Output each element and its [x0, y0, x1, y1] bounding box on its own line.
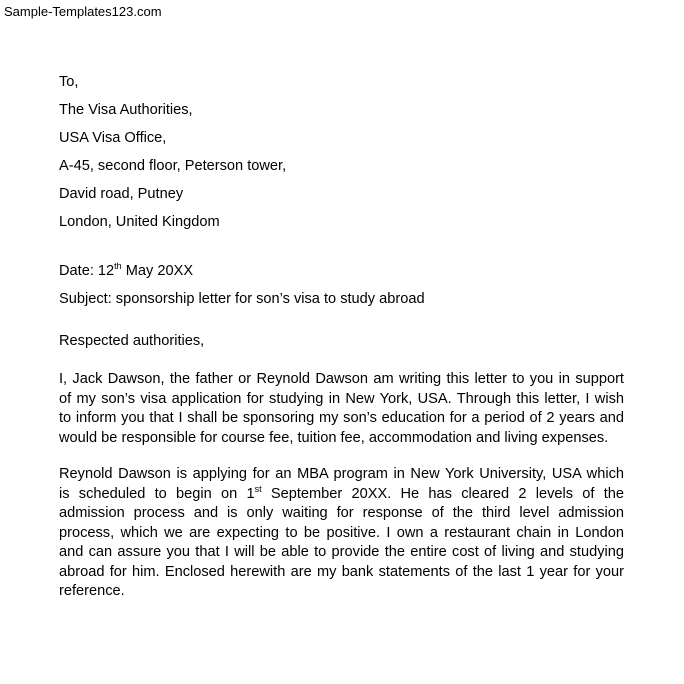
paragraph-line-text: of my son’s visa application for studying in New York, USA. Through this letter, I wish [59, 390, 624, 407]
paragraph-line [59, 390, 624, 410]
letter-body [59, 72, 624, 602]
paragraph-line [59, 370, 624, 390]
paragraph-intro [59, 370, 624, 448]
paragraph-line-text: Reynold Dawson is applying for an MBA program in New York University, USA which [59, 466, 624, 482]
paragraph-line-text: reference. [59, 583, 125, 599]
date-rest: May 20XX [121, 263, 194, 279]
recipient-address [59, 72, 624, 240]
address-line-city: London, United Kingdom [59, 214, 220, 230]
paragraph-line [59, 582, 624, 602]
ordinal-suffix: st [254, 483, 262, 494]
address-line-street: David road, Putney [59, 186, 184, 202]
date-label: Date: 12 [59, 263, 115, 279]
paragraph-line [59, 524, 624, 544]
paragraph-details [59, 465, 624, 602]
letter-salutation: Respected authorities, [59, 333, 205, 349]
paragraph-text-before-ordinal: is scheduled to begin on 1 [59, 485, 255, 502]
address-line-to: To, [59, 74, 79, 90]
paragraph-line [59, 543, 624, 563]
address-line-building: A-45, second floor, Peterson tower, [59, 158, 287, 174]
paragraph-line [59, 563, 624, 583]
paragraph-line [59, 504, 624, 524]
paragraph-line-text: I, Jack Dawson, the father or Reynold Dawson am writing this letter to you in support [59, 371, 624, 387]
paragraph-line-text: process, which we are expecting to be positive. I own a restaurant chain in London [59, 524, 624, 541]
letter-date [59, 261, 624, 289]
watermark-text: Sample-Templates123.com [4, 4, 162, 19]
paragraph-line [59, 465, 624, 485]
paragraph-text-after-ordinal: September 20XX. He has cleared 2 levels of the [261, 485, 624, 502]
date-ordinal-suffix: th [114, 261, 122, 271]
paragraph-line [59, 409, 624, 429]
paragraph-line-text: and can assure you that I will be able to provide the entire cost of living and studying [59, 544, 624, 560]
paragraph-line-text: would be responsible for course fee, tuition fee, accommodation and living expenses. [59, 429, 609, 446]
address-line-authority: The Visa Authorities, [59, 102, 193, 118]
letter-subject: Subject: sponsorship letter for son’s visa to study abroad [59, 291, 425, 307]
paragraph-line-text: abroad for him. Enclosed herewith are my bank statements of the last 1 year for your [59, 563, 624, 580]
paragraph-line-text: to inform you that I shall be sponsoring my son’s education for a period of 2 years and [59, 410, 624, 426]
address-line-office: USA Visa Office, [59, 130, 167, 146]
paragraph-line-text [59, 485, 624, 505]
paragraph-line [59, 485, 624, 505]
paragraph-line-text: admission process and is only waiting for response of the third level admission [59, 505, 624, 521]
paragraph-line [59, 429, 624, 449]
